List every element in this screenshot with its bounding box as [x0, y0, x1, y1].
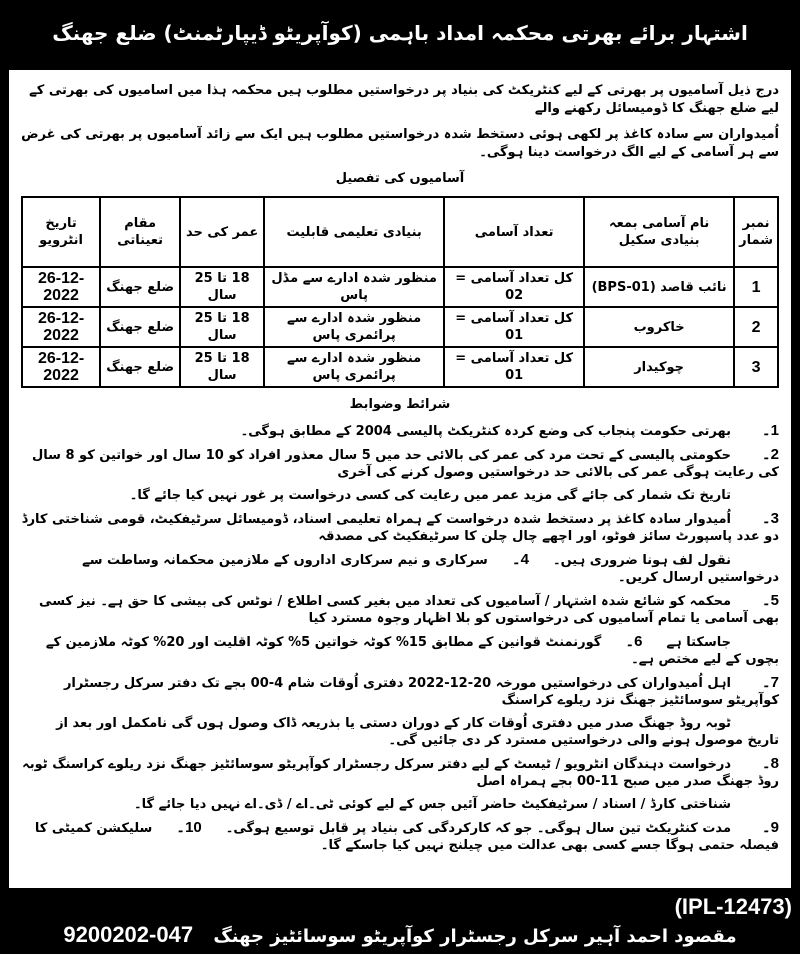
- cell-qualification: منظور شدہ ادارے سے پرائمری پاس: [264, 347, 444, 387]
- cell-date: 26-12-2022: [22, 307, 100, 347]
- signature-block: [0, 922, 800, 948]
- cell-qualification: منظور شدہ ادارے سے پرائمری پاس: [264, 307, 444, 347]
- posts-table: [21, 196, 779, 388]
- term-text: گورنمنٹ قوانین کے مطابق 15% کوٹہ خواتین 5% کوٹہ اقلیت اور 20% کوٹہ ملازمین کے بچوں کے لیے مختص ہے۔: [45, 635, 779, 667]
- term-text: اہل اُمیدواران کی درخواستیں مورخہ 20-12-2022 دفتری اُوقات شام 4-00 بجے تک دفتر سرکل رجسٹرار کوآپریٹو سوسائٹیز جھنگ نزد ریلوے کراسنگ: [63, 676, 779, 708]
- term-number: 4۔: [511, 551, 529, 568]
- ad-body: [7, 68, 793, 890]
- term-text: شناختی کارڈ / اسناد / سرٹیفکیٹ حاضر آئیں جس کے لیے کوئی ٹی۔اے / ڈی۔اے نہیں دیا جائے گا۔: [134, 797, 731, 812]
- cell-place: ضلع جھنگ: [100, 307, 180, 347]
- ad-title: اشتہار برائے بھرتی محکمہ امداد باہمی (کوآپریٹو ڈیپارٹمنٹ) ضلع جھنگ: [52, 21, 748, 45]
- terms-line: [21, 796, 779, 813]
- terms-line: [21, 755, 779, 790]
- term-number: 7۔: [761, 674, 779, 691]
- terms-line: [21, 633, 779, 668]
- cell-serial: 3: [734, 347, 778, 387]
- intro-line-1: درج ذیل آسامیوں پر بھرتی کے لیے کنٹریکٹ کی بنیاد پر درخواستیں مطلوب ہیں محکمہ ہذا میں اسامیوں کی بھرتی کے لیے ضلع جھنگ کا ڈومیسائل رکھنے والے: [29, 83, 779, 116]
- term-number: 9۔: [761, 819, 779, 836]
- terms-line: [21, 674, 779, 709]
- term-text: حکومتی پالیسی کے تحت مرد کی عمر کی بالائی حد میں 5 سال معذور افراد کو 10 سال اور خواتین کو 8 سال کی رعایت ہوگی عمر کی بالائی حد درخواستیں وصول کرنے کی آخری: [32, 448, 779, 480]
- table-row: [22, 267, 778, 307]
- col-qualification: بنیادی تعلیمی قابلیت: [264, 197, 444, 267]
- footer-banner: [0, 892, 800, 954]
- cell-post: خاکروب: [584, 307, 734, 347]
- term-text: بھرتی حکومت پنجاب کی وضع کردہ کنٹریکٹ پالیسی 2004 کے مطابق ہوگی۔: [240, 424, 731, 439]
- term-number: 8۔: [761, 755, 779, 772]
- cell-qualification: منظور شدہ ادارے سے مڈل پاس: [264, 267, 444, 307]
- cell-post: نائب قاصد (BPS-01): [584, 267, 734, 307]
- term-text: مدت کنٹریکٹ تین سال ہوگی۔ جو کہ کارکردگی کی بنیاد پر قابل توسیع ہوگی۔: [225, 821, 731, 836]
- cell-place: ضلع جھنگ: [100, 267, 180, 307]
- col-place: مقام تعیناتی: [100, 197, 180, 267]
- term-number: 2۔: [761, 446, 779, 463]
- cell-count: کل تعداد آسامی = 01: [444, 347, 584, 387]
- terms-title: شرائط وضوابط: [349, 397, 451, 412]
- cell-serial: 1: [734, 267, 778, 307]
- terms-line: [21, 592, 779, 627]
- cell-date: 26-12-2022: [22, 347, 100, 387]
- phone-number: 047-9200202: [63, 922, 194, 947]
- term-number: 3۔: [761, 510, 779, 527]
- col-date: تاریخ انٹرویو: [22, 197, 100, 267]
- term-text: جاسکتا ہے: [666, 635, 731, 650]
- terms-line: [21, 551, 779, 586]
- term-text: تاریخ تک شمار کی جائے گی مزید عمر میں رعایت کی کسی درخواست پر غور نہیں کیا جائے گا۔: [129, 488, 731, 503]
- terms-line: [21, 487, 779, 504]
- table-row: [22, 307, 778, 347]
- term-text: محکمہ کو شائع شدہ اشتہار / آسامیوں کی تعداد میں بغیر کسی اطلاع / نوٹس کی بیشی کا حق ہے۔ نیز کسی بھی آسامی یا تمام آسامیوں کی درخواستوں کو بلا اظہار وجوہ مسترد کیا: [39, 594, 779, 626]
- terms-line: [21, 819, 779, 854]
- terms-line: [21, 422, 779, 440]
- cell-date: 26-12-2022: [22, 267, 100, 307]
- col-age: عمر کی حد: [180, 197, 264, 267]
- term-text: درخواست دہندگان انٹرویو / ٹیسٹ کے لیے دفتر سرکل رجسٹرار کوآپریٹو سوسائٹیز جھنگ نزد ریلوے کراسنگ ٹوبہ روڈ جھنگ صدر میں صبح 11-00 بجے ہمراہ اصل: [22, 757, 779, 789]
- cell-place: ضلع جھنگ: [100, 347, 180, 387]
- ipl-code: (IPL-12473): [674, 894, 792, 919]
- term-text: سرکاری و نیم سرکاری اداروں کے ملازمین محکمانہ وساطت سے درخواستیں ارسال کریں۔: [82, 553, 779, 585]
- term-number: 5۔: [761, 592, 779, 609]
- term-text: نقول لف ہونا ضروری ہیں۔: [552, 553, 731, 568]
- term-number: 10۔: [176, 819, 202, 836]
- terms-list: [21, 422, 779, 854]
- term-text: ٹوبہ روڈ جھنگ صدر میں دفتری اُوقات کار کے دوران دستی یا بذریعہ ڈاک وصول ہوں گی نامکمل اور بعد از تاریخ موصول ہونے والی درخواستیں مسترد کر دی جائیں گی۔: [56, 716, 779, 748]
- term-number: 1۔: [761, 422, 779, 439]
- cell-age: 18 تا 25 سال: [180, 347, 264, 387]
- signature: مقصود احمد آہیر سرکل رجسٹرار کوآپریٹو سوسائٹیز جھنگ: [213, 926, 737, 947]
- cell-post: چوکیدار: [584, 347, 734, 387]
- cell-age: 18 تا 25 سال: [180, 267, 264, 307]
- terms-line: [21, 446, 779, 481]
- col-count: تعداد آسامی: [444, 197, 584, 267]
- col-post: نام آسامی بمعہ بنیادی سکیل: [584, 197, 734, 267]
- cell-serial: 2: [734, 307, 778, 347]
- col-serial: نمبر شمار: [734, 197, 778, 267]
- term-number: 6۔: [625, 633, 643, 650]
- ad-title-banner: [0, 0, 800, 66]
- table-header-row: [22, 197, 778, 267]
- table-title: آسامیوں کی تفصیل: [335, 171, 465, 186]
- terms-line: [21, 510, 779, 545]
- term-text: اُمیدوار سادہ کاغذ پر دستخط شدہ درخواست کے ہمراہ تعلیمی اسناد، ڈومیسائل سرٹیفکیٹ، قومی شناختی کارڈ دو عدد پاسپورٹ سائز فوٹو، اور اچھے چال چلن کا سرٹیفکیٹ کی مصدقہ: [21, 512, 779, 544]
- term-text: سلیکشن کمیٹی کا فیصلہ حتمی ہوگا جسے کسی بھی عدالت میں چیلنج نہیں کیا جاسکے گا۔: [34, 821, 779, 853]
- cell-count: کل تعداد آسامی = 01: [444, 307, 584, 347]
- terms-line: [21, 715, 779, 749]
- cell-age: 18 تا 25 سال: [180, 307, 264, 347]
- table-row: [22, 347, 778, 387]
- cell-count: کل تعداد آسامی = 02: [444, 267, 584, 307]
- intro-line-2: اُمیدواران سے سادہ کاغذ پر لکھی ہوئی دستخط شدہ درخواستیں مطلوب ہیں ایک سے زائد آسامیوں پر بھرتی کی غرض سے ہر آسامی کے لیے الگ درخواست دینا ہوگی۔: [21, 127, 779, 160]
